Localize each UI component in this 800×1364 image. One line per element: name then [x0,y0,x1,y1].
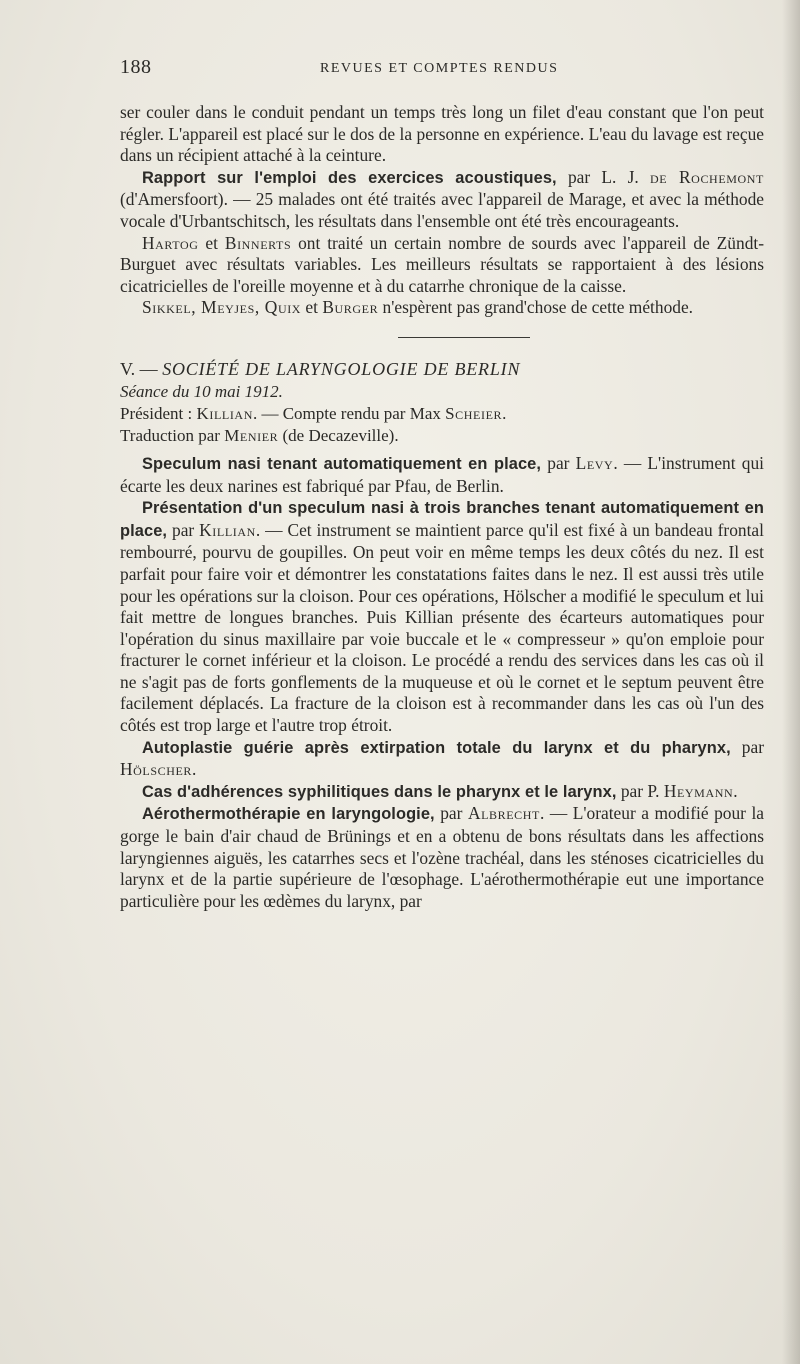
paragraph-hartog-binnerts: Hartog et Binnerts ont traité un certain nombre de sourds avec l'appareil de Zündt-Burguet avec résultats variables. Les meilleurs résultats se rapportaient à des lésions cicatricielles de l'oreille moyenne et à du catarrhe chronique de la caisse. [120,232,765,296]
author-name: Binnerts [224,232,292,253]
article-aerothermotherapie: Aérothermothérapie en laryngologie, par Albrecht. — L'orateur a modifié pour la gorge le bain d'air chaud de Brünings et en a obtenu de bons résultats dans les affections laryngiennes aiguës, les catarrhes secs et l'ozène trachéal, dans les sténoses cicatricielles du larynx et de la partie supérieure de l'œsophage. L'aérothermothérapie eut une importance particulière pour les œdèmes du larynx, par [120,803,765,911]
article-title: Aérothermothérapie en laryngologie, [142,805,435,824]
article-title: Rapport sur l'emploi des exercices acoustiques, [142,168,557,187]
author-name: Heymann [663,780,734,801]
paragraph-sikkel: Sikkel, Meyjes, Quix et Burger n'espèrent pas grand'chose de cette méthode. [142,297,694,318]
running-title: REVUES ET COMPTES RENDUS [320,61,559,76]
reporter-name: Scheier [445,403,503,423]
author-name: Killian [199,519,256,540]
translator-name: Menier [224,425,279,445]
section-divider [398,337,530,338]
author-name: Levy [575,452,614,473]
body-text [120,102,764,912]
page-number: 188 [120,56,152,78]
paragraph-acoustic-exercises: Rapport sur l'emploi des exercices acoustiques, par L. J. de Rochemont (d'Amersfoort). — 25 malades ont été traités avec l'appareil de Marage, et avec la méthode vocale d'Urbantschitsch, les résultats dans l'ensemble ont été très encourageants. [120,166,764,231]
president-name: Killian [196,403,253,423]
author-name: de Rochemont [649,166,764,187]
article-speculum-killian: Présentation d'un speculum nasi à trois branches tenant automatiquement en place, par Killian. — Cet instrument se maintient parce qu'il est fixé à un bandeau frontal rembourré, pourvu de goupilles. On peut voir en même temps les deux côtés du nez. Il est parfait pour faire voir et démontrer les constatations faites dans le nez. Il est aussi très utile pour les opérations sur la cloison. Pour ces opérations, Hölscher a modifié le speculum et lui fait mettre de longues branches. Puis Killian présente des écarteurs automatiques pour l'opération du sinus maxillaire par voie buccale et le « compresseur » qu'on emploie pour fracturer le cornet inférieur et la cloison. Le procédé a rendu des services dans les cas où il ne s'agit pas de forts gonflements de la muqueuse et où le cornet et le septum peuvent être facilement déplacés. La fracture de la cloison est à recommander dans les cas où l'un des côtés est trop large et l'autre trop étroit. [120,499,764,736]
session-date: Séance du 10 mai 1912. [120,381,283,401]
running-head [120,56,764,86]
section-heading: V. — SOCIÉTÉ DE LARYNGOLOGIE DE BERLIN [120,358,521,379]
translation-line: Traduction par Menier (de Decazeville). [120,425,399,445]
article-title: Présentation d'un speculum nasi à trois branches tenant automatiquement en place, [120,499,764,540]
author-name: Burger [322,297,379,318]
section-title: SOCIÉTÉ DE LARYNGOLOGIE DE BERLIN [162,358,521,379]
paragraph-continuation: ser couler dans le conduit pendant un temps très long un filet d'eau constant que l'on peut régler. L'appareil est placé sur le dos de la personne en expérience. L'eau du lavage est reçue dans un récipient attaché à la ceinture. [120,102,764,166]
president-line: Président : Killian. — Compte rendu par Max Scheier. [120,403,507,423]
author-name: Hartog [142,232,199,253]
binding-shadow [782,0,800,1364]
article-title: Cas d'adhérences syphilitiques dans le pharynx et le larynx, [142,782,617,801]
author-names: Sikkel, Meyjes, Quix [142,297,302,318]
article-title: Autoplastie guérie après extirpation totale du larynx et du pharynx, [142,738,731,757]
author-name: Albrecht [467,803,540,824]
author-name: Hölscher [120,759,193,780]
article-speculum-levy: Speculum nasi tenant automatiquement en place, par Levy. — L'instrument qui écarte les deux narines est fabriqué par Pfau, de Berlin. [120,452,764,496]
article-title: Speculum nasi tenant automatiquement en place, [142,454,542,473]
article-autoplastie: Autoplastie guérie après extirpation totale du larynx et du pharynx, par Hölscher. [120,736,764,780]
article-adherences: Cas d'adhérences syphilitiques dans le pharynx et le larynx, par P. Heymann. [142,780,738,801]
